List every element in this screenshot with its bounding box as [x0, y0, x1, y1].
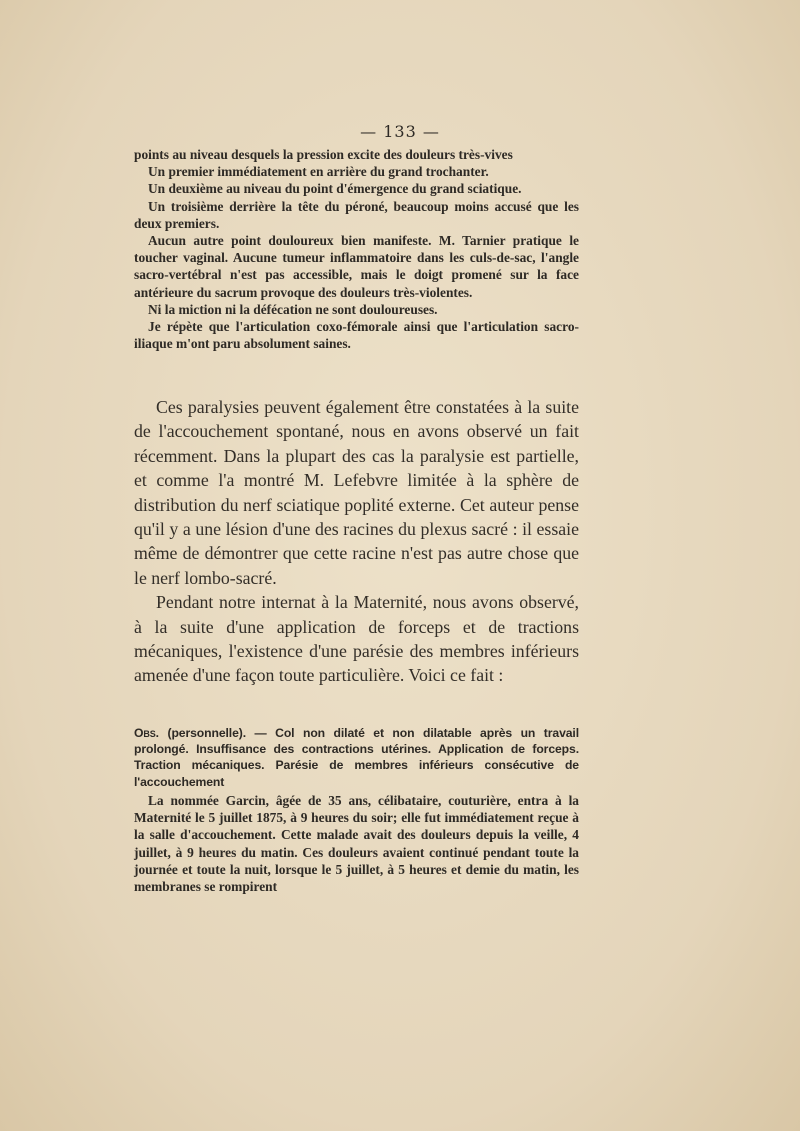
notes-line: Je répète que l'articulation coxo-fémorale ainsi que l'articulation sacro-iliaque m'ont paru absolument saines.: [134, 319, 579, 352]
notes-line: Un premier immédiatement en arrière du grand trochanter.: [148, 164, 489, 180]
observation-label: Obs.: [134, 726, 159, 740]
main-paragraph: Pendant notre internat à la Maternité, nous avons observé, à la suite d'une application de forceps et de tractions mécaniques, l'existence d'une parésie des membres inférieurs amenée d'une façon toute particulière. Voici ce fait :: [134, 592, 579, 686]
main-text-block: [134, 395, 579, 688]
observation-title: (personnelle). — Col non dilaté et non dilatable après un travail prolongé. Insuffisance des contractions utérines. Application de forceps. Traction mécaniques. Parésie de membres inférieurs consécutive de l'accouchement: [134, 726, 580, 789]
notes-line: Un deuxième au niveau du point d'émergence du grand sciatique.: [148, 181, 522, 197]
case-paragraph: La nommée Garcin, âgée de 35 ans, célibataire, couturière, entra à la Maternité le 5 juillet 1875, à 9 heures du soir; elle fut immédiatement reçue à la salle d'accouchement. Cette malade avait des douleurs depuis la veille, 4 juillet, à 9 heures du matin. Ces douleurs avaient continué pendant toute la journée et toute la nuit, lorsque le 5 juillet, à 5 heures et demie du matin, les membranes se rompirent: [134, 793, 579, 895]
clinical-notes-block: [134, 146, 579, 352]
observation-heading: [134, 725, 579, 790]
notes-line: Ni la miction ni la défécation ne sont douloureuses.: [148, 301, 438, 317]
notes-line: points au niveau desquels la pression excite des douleurs très-vives: [134, 147, 513, 162]
notes-line: Un troisième derrière la tête du péroné, beaucoup moins accusé que les deux premiers.: [134, 198, 579, 231]
main-paragraph: Ces paralysies peuvent également être constatées à la suite de l'accouchement spontané, nous en avons observé un fait récemment. Dans la plupart des cas la paralysie est partielle, et comme l'a montré M. Lefebvre limitée à la sphère de distribution du nerf sciatique poplité externe. Cet auteur pense qu'il y a une lésion d'une des racines du plexus sacré : il essaie même de démontrer que cette racine n'est pas autre chose que le nerf lombo-sacré.: [134, 397, 579, 588]
page-number: — 133 —: [360, 122, 440, 141]
case-report-block: [134, 792, 579, 895]
notes-line: Aucun autre point douloureux bien manifeste. M. Tarnier pratique le toucher vaginal. Aucune tumeur inflammatoire dans les culs-de-sac, l'angle sacro-vertébral n'est pas accessible, mais le doigt promené sur la face antérieure du sacrum provoque des douleurs très-violentes.: [134, 233, 579, 300]
